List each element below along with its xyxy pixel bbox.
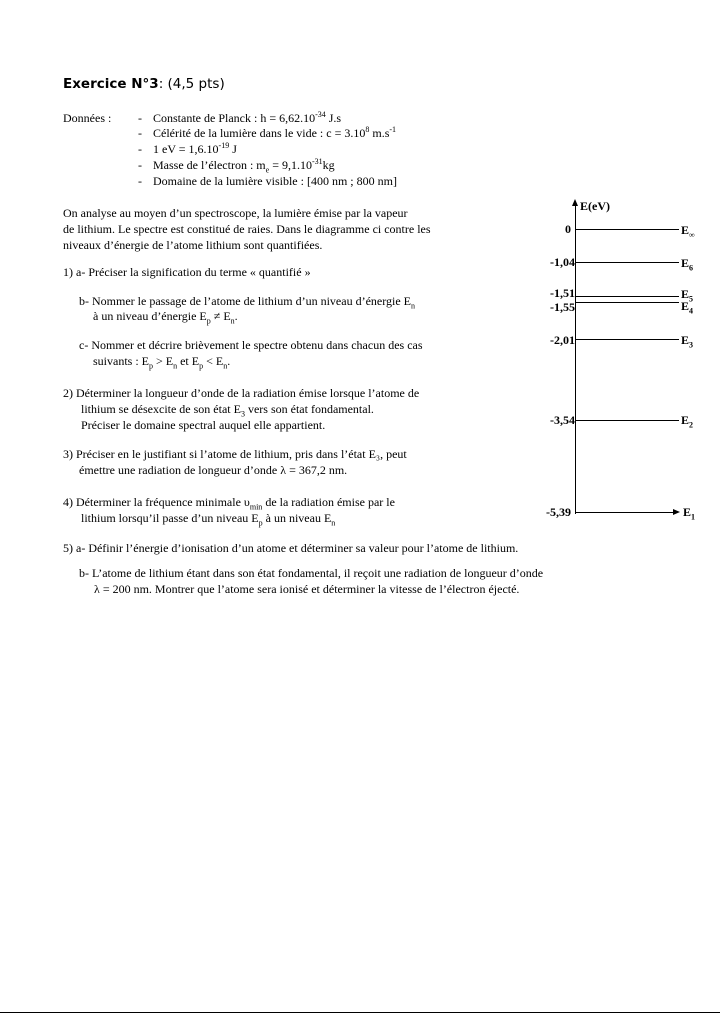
- page-bottom-rule: [0, 1012, 720, 1013]
- question-2-line1: 2) Déterminer la longueur d’onde de la radiation émise lorsque l’atome de: [63, 386, 420, 400]
- level-name: $E_5$: [681, 287, 694, 304]
- level-value: -1,51: [550, 286, 575, 300]
- level-line: [575, 262, 679, 263]
- level-line: [575, 302, 679, 303]
- donnee-masse: Masse de l’électron : $m_e = 9,1.10^{-31}kg$: [153, 157, 335, 175]
- question-4-line2: lithium lorsqu’il passe d’un niveau $E_p$ à un niveau $E_n$: [81, 511, 336, 528]
- question-5b-line1: b- L’atome de lithium étant dans son état fondamental, il reçoit une radiation de longueur d’onde: [79, 566, 544, 580]
- axis-arrow-icon: [572, 199, 578, 206]
- exercise-number: Exercice N°3: [63, 76, 159, 92]
- donnee-celerite: Célérité de la lumière dans le vide : $c = 3.10^8$ $m.s^{-1}$: [153, 125, 397, 140]
- donnee-dash: -: [138, 126, 142, 140]
- donnees-label: Données :: [63, 111, 112, 125]
- level-line: [575, 296, 679, 297]
- exercise-points: : (4,5 pts): [158, 76, 225, 92]
- question-4-line1: 4) Déterminer la fréquence minimale $\upsilon_{min}$ de la radiation émise par le: [63, 495, 395, 512]
- level-line: [575, 420, 679, 421]
- question-1a: 1) a- Préciser la signification du terme « quantifié »: [63, 265, 311, 279]
- level-name: $E_1$: [683, 505, 696, 522]
- donnee-dash: -: [138, 174, 142, 188]
- question-2-line2: lithium se désexcite de son état $E_3$ vers son état fondamental.: [81, 402, 374, 419]
- exercise-title: [63, 77, 225, 91]
- donnee-domaine: Domaine de la lumière visible : [400 nm ; 800 nm]: [153, 174, 397, 188]
- donnee-dash: -: [138, 158, 142, 172]
- donnee-ev: 1 eV = $1,6.10^{-19}$ J: [153, 141, 237, 156]
- question-2-line3: Préciser le domaine spectral auquel elle appartient.: [81, 418, 326, 432]
- level-name: $E_\infty$: [681, 223, 695, 240]
- question-1b-line2: à un niveau d’énergie $E_p \ne E_n$.: [93, 309, 238, 326]
- level-value: -2,01: [550, 333, 575, 347]
- level-name: $E_4$: [681, 299, 694, 316]
- axis-label: E(eV): [580, 199, 610, 213]
- donnee-planck: Constante de Planck : $h = 6,62.10^{-34}$ J.s: [153, 110, 342, 125]
- donnee-dash: -: [138, 142, 142, 156]
- question-1b-line1: b- Nommer le passage de l’atome de lithium d’un niveau d’énergie $E_n$: [79, 294, 416, 311]
- question-1c-line1: c- Nommer et décrire brièvement le spectre obtenu dans chacun des cas: [79, 338, 423, 352]
- level-value: -1,04: [550, 255, 575, 269]
- intro-line: de lithium. Le spectre est constitué de raies. Dans le diagramme ci contre les: [63, 222, 431, 236]
- energy-axis: [575, 204, 576, 514]
- level-name: $E_6$: [681, 256, 694, 273]
- level-line: [575, 512, 675, 513]
- donnee-dash: -: [138, 111, 142, 125]
- level-value: -1,55: [550, 300, 575, 314]
- question-5b-line2: λ = 200 nm. Montrer que l’atome sera ionisé et déterminer la vitesse de l’électron éjecté.: [94, 582, 520, 596]
- question-1c-line2: suivants : $E_p > E_n$ et $E_p < E_n$.: [93, 354, 231, 371]
- level-value: -3,54: [550, 413, 575, 427]
- intro-line: On analyse au moyen d’un spectroscope, la lumière émise par la vapeur: [63, 206, 408, 220]
- question-3-line1: 3) Préciser en le justifiant si l’atome de lithium, pris dans l’état E₃, peut: [63, 447, 407, 461]
- question-5a: 5) a- Définir l’énergie d’ionisation d’un atome et déterminer sa valeur pour l’atome de lithium.: [63, 541, 519, 555]
- question-3-line2: émettre une radiation de longueur d’onde λ = 367,2 nm.: [79, 463, 348, 477]
- arrow-right-icon: [673, 509, 680, 515]
- level-value: 0: [565, 222, 571, 236]
- level-line: [575, 339, 679, 340]
- level-name: $E_3$: [681, 333, 694, 350]
- level-line: [575, 229, 679, 230]
- level-name: $E_2$: [681, 413, 694, 430]
- level-value: -5,39: [546, 505, 571, 519]
- intro-line: niveaux d’énergie de l’atome lithium sont quantifiées.: [63, 238, 323, 252]
